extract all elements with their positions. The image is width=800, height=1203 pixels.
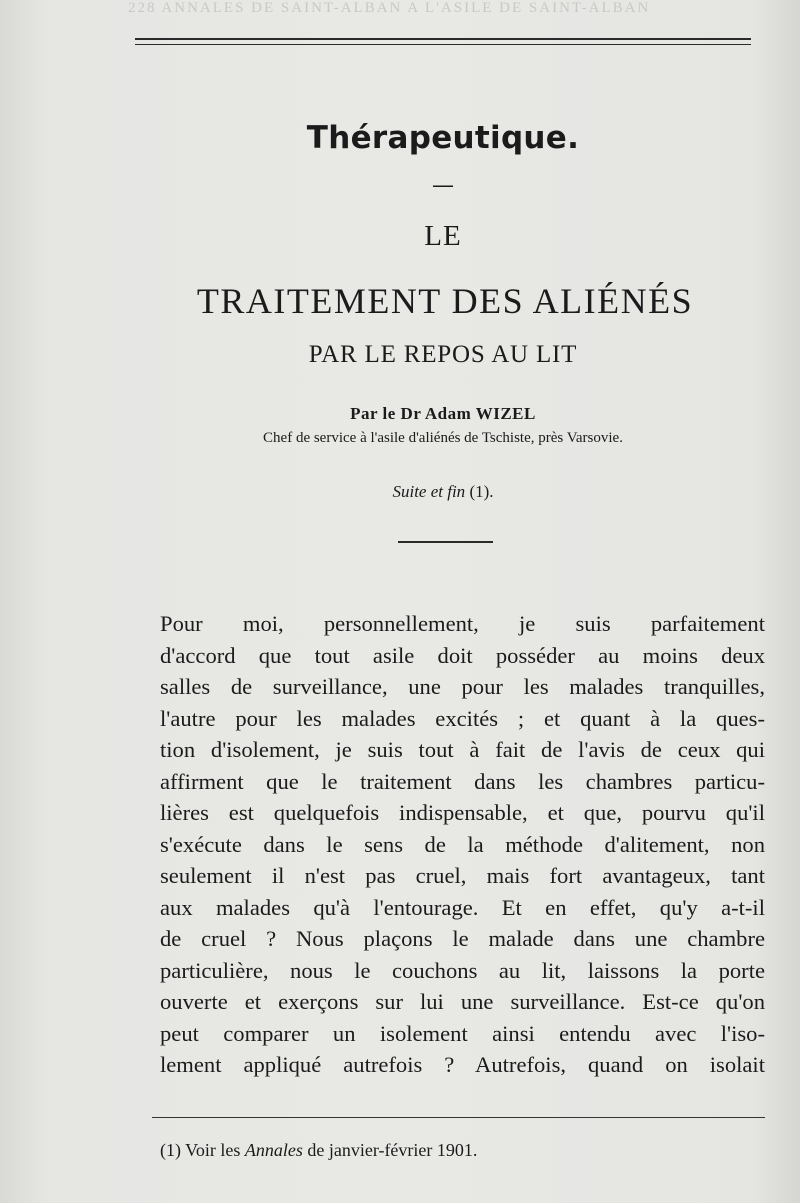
body-line: tion d'isolement, je suis tout à fait de l'avis de ceux qui bbox=[160, 737, 765, 762]
author-affiliation: Chef de service à l'asile d'aliénés de Tschiste, près Varsovie. bbox=[263, 430, 623, 446]
body-line: s'exécute dans le sens de la méthode d'alitement, non bbox=[160, 831, 765, 857]
footnote-rule bbox=[152, 1117, 765, 1118]
body-line: de cruel ? Nous plaçons le malade dans une chambre bbox=[160, 926, 765, 951]
body-line: salles de surveillance, une pour les malades tranquilles, bbox=[160, 674, 765, 699]
article-subtitle: PAR LE REPOS AU LIT bbox=[308, 341, 578, 368]
article-title: TRAITEMENT DES ALIÉNÉS bbox=[196, 281, 694, 321]
top-rule-thin bbox=[135, 44, 751, 45]
title-article-le: LE bbox=[424, 220, 462, 252]
body-line: lières est quelquefois indispensable, et que, pourvu qu'il bbox=[160, 800, 765, 825]
body-line: ouverte et exerçons sur lui une surveillance. Est-ce qu'on bbox=[160, 989, 765, 1014]
footnote-suffix: de janvier-février 1901. bbox=[302, 1140, 478, 1160]
body-line: d'accord que tout asile doit posséder au moins deux bbox=[160, 642, 765, 668]
section-title: Thérapeutique. bbox=[306, 120, 580, 156]
running-header-bleed: 228 ANNALES DE SAINT-ALBAN A L'ASILE DE SAINT-ALBAN bbox=[128, 0, 651, 16]
body-line: lement appliqué autrefois ? Autrefois, quand on isolait bbox=[160, 1052, 765, 1077]
continuation-note bbox=[135, 482, 751, 502]
body-line: particulière, nous le couchons au lit, laissons la porte bbox=[160, 957, 765, 983]
footnote bbox=[160, 1140, 760, 1161]
body-line: aux malades qu'à l'entourage. Et en effet, qu'y a-t-il bbox=[160, 894, 765, 920]
top-rule bbox=[135, 38, 751, 40]
body-paragraph bbox=[160, 608, 765, 1081]
continuation-italic: Suite et fin bbox=[392, 482, 466, 501]
footnote-italic: Annales bbox=[244, 1140, 303, 1160]
author-line: Par le Dr Adam WIZEL bbox=[350, 404, 536, 423]
body-line: l'autre pour les malades excités ; et quant à la ques- bbox=[160, 705, 765, 731]
section-dash: — bbox=[432, 173, 454, 198]
body-line: affirment que le traitement dans les chambres particu- bbox=[160, 768, 765, 794]
body-line: peut comparer un isolement ainsi entendu avec l'iso- bbox=[160, 1020, 765, 1046]
body-line: Pour moi, personnellement, je suis parfaitement bbox=[160, 611, 765, 636]
footnote-prefix: (1) Voir les bbox=[160, 1140, 245, 1160]
body-line: seulement il n'est pas cruel, mais fort avantageux, tant bbox=[160, 863, 765, 888]
section-divider bbox=[398, 541, 493, 543]
footnote-ref: (1). bbox=[465, 482, 494, 501]
